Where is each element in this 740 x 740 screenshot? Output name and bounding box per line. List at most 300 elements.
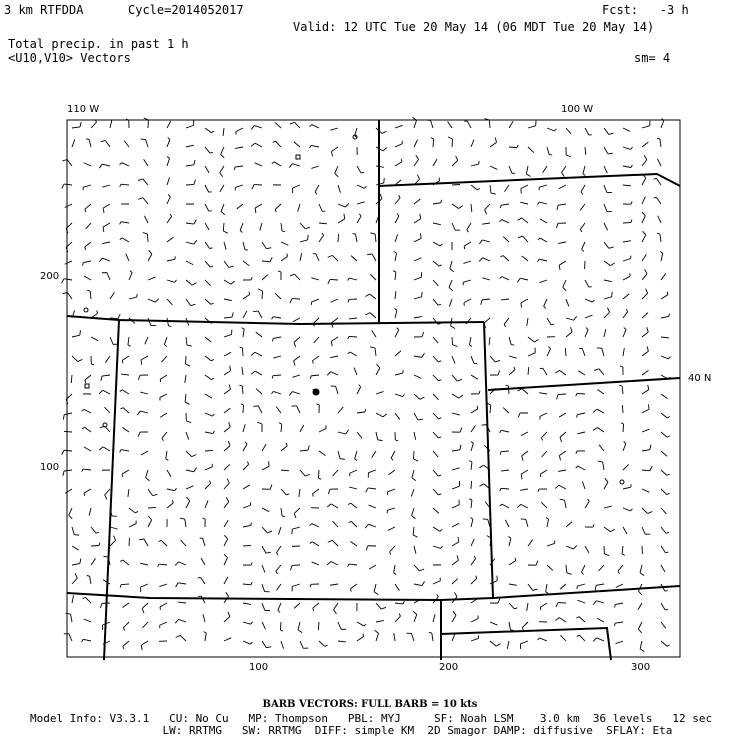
wind-barb (604, 242, 609, 248)
wind-barb-flag (654, 197, 657, 198)
wind-barb (543, 166, 547, 173)
wind-barb (528, 126, 536, 128)
wind-barb (336, 386, 338, 394)
wind-barb (395, 373, 403, 375)
wind-barb (186, 184, 194, 185)
wind-barb (224, 577, 228, 584)
wind-barb (642, 197, 645, 204)
wind-barb (395, 234, 398, 242)
wind-barb (642, 142, 648, 147)
wind-barb (64, 279, 72, 280)
wind-barb-flag (180, 518, 185, 519)
wind-barb (388, 527, 395, 530)
wind-barb (90, 576, 91, 584)
wind-barb-flag (327, 562, 331, 565)
wind-barb (276, 546, 281, 553)
wind-barb (103, 223, 110, 227)
wind-barb (276, 407, 281, 413)
wind-barb (414, 317, 422, 318)
wind-barb (467, 121, 471, 128)
wind-barb (72, 356, 78, 362)
wind-barb (349, 318, 357, 319)
wind-barb-flag (381, 607, 386, 609)
wind-barb-flag (305, 474, 310, 476)
wind-barb-flag (232, 312, 233, 317)
wind-barb-flag (220, 173, 223, 177)
wind-barb (566, 318, 574, 320)
wind-barb-flag (459, 206, 463, 209)
wind-barb (262, 444, 266, 451)
wind-barb (482, 278, 490, 280)
wind-barb (615, 641, 623, 644)
wind-barb-flag (176, 583, 179, 587)
wind-barb (318, 470, 319, 478)
wind-barb (124, 141, 129, 147)
wind-barb-flag (241, 404, 244, 405)
wind-barb (560, 432, 566, 437)
wind-barb-flag (365, 294, 369, 297)
wind-barb (338, 234, 339, 242)
wind-barb-flag (85, 209, 86, 212)
boundary-nevada-utah (104, 320, 119, 660)
wind-barb-flag (440, 530, 442, 532)
wind-barb-flag (138, 179, 143, 181)
wind-barb (623, 276, 630, 280)
wind-barb-flag (355, 459, 357, 461)
wind-barb (597, 409, 604, 413)
wind-barb (395, 162, 402, 166)
wind-barb (64, 431, 72, 432)
wind-barb (205, 337, 211, 342)
wind-barb (262, 242, 266, 249)
wind-barb-flag (278, 610, 280, 612)
wind-barb-flag (626, 309, 628, 312)
wind-barb-flag (571, 327, 573, 332)
wind-barb (642, 527, 645, 534)
wind-barb-flag (175, 488, 177, 491)
wind-barb (186, 299, 191, 306)
wind-barb (167, 259, 175, 261)
wind-barb (89, 139, 91, 147)
wind-barb (433, 299, 438, 305)
wind-barb (103, 258, 110, 261)
wind-barb (201, 558, 205, 565)
precip-marker (296, 155, 300, 159)
wind-barb-flag (251, 143, 255, 146)
wind-barb-flag (582, 249, 584, 251)
wind-barb (102, 375, 110, 376)
wind-barb (110, 292, 114, 299)
wind-barb (300, 425, 304, 432)
wind-barb (642, 470, 650, 471)
precip-marker (620, 480, 624, 484)
wind-barb-flag (496, 644, 500, 646)
wind-barb-flag (440, 244, 442, 246)
wind-barb (489, 337, 490, 345)
wind-barb (414, 199, 420, 204)
wind-barb (224, 520, 228, 527)
wind-barb (148, 254, 152, 261)
wind-barb-flag (458, 537, 459, 542)
wind-barb-flag (598, 461, 603, 462)
wind-barb (86, 223, 91, 229)
wind-barb-flag (209, 481, 210, 484)
wind-barb-flag (481, 300, 482, 305)
wind-barb-flag (441, 546, 443, 548)
wind-barb (463, 261, 471, 263)
wind-barb (559, 261, 566, 265)
wind-barb (338, 451, 340, 459)
wind-barb-flag (348, 336, 349, 339)
wind-barb-flag (477, 406, 478, 409)
wind-barb (566, 299, 569, 306)
wind-barb (661, 274, 666, 280)
wind-barb-flag (669, 314, 670, 317)
wind-barb (297, 406, 300, 413)
wind-barb (522, 389, 528, 394)
wind-barb (543, 368, 547, 375)
wind-barb (661, 394, 667, 399)
wind-barb (338, 622, 341, 629)
wind-barb-flag (593, 601, 596, 605)
wind-barb (411, 633, 414, 641)
wind-barb-flag (638, 591, 641, 595)
wind-barb (167, 177, 170, 185)
wind-barb-flag (258, 289, 263, 291)
wind-barb (616, 584, 623, 587)
wind-barb (597, 618, 604, 622)
wind-barb (128, 489, 129, 497)
wind-barb-flag (439, 418, 442, 419)
wind-barb-flag (331, 341, 332, 346)
wind-barb-flag (479, 240, 482, 244)
wind-barb (433, 159, 437, 166)
wind-barb-flag (186, 364, 191, 366)
wind-barb (490, 166, 497, 169)
wind-barb (414, 413, 418, 420)
wind-barb-flag (273, 141, 276, 142)
wind-barb-flag (349, 521, 352, 522)
wind-barb-flag (370, 233, 375, 234)
wind-barb (580, 204, 585, 210)
wind-barb-flag (294, 361, 295, 366)
wind-barb (186, 337, 187, 345)
wind-barb-flag (514, 608, 517, 609)
wind-barb-flag (667, 417, 670, 418)
wind-barb (471, 481, 472, 489)
wind-barb-flag (120, 163, 122, 165)
wind-barb (623, 259, 631, 261)
wind-barb (91, 337, 98, 341)
wind-barb (560, 584, 566, 589)
wind-barb-flag (294, 513, 296, 518)
wind-barb-flag (348, 299, 349, 302)
wind-barb (578, 600, 585, 603)
wind-barb (490, 356, 495, 362)
wind-barb-flag (383, 414, 387, 417)
wind-barb (205, 128, 211, 133)
wind-barb (333, 470, 338, 476)
wind-barb (509, 584, 517, 585)
wind-barb-flag (251, 622, 253, 624)
wind-barb (167, 121, 171, 128)
wind-barb-flag (506, 385, 509, 386)
wind-barb (67, 160, 72, 166)
wind-barb-flag (399, 195, 400, 198)
wind-barb (414, 277, 421, 280)
wind-barb (205, 261, 210, 267)
wind-barb-flag (210, 152, 213, 153)
wind-barb (414, 159, 419, 166)
wind-barb-flag (391, 458, 393, 460)
wind-barb (658, 216, 661, 223)
wind-barb-flag (175, 280, 177, 282)
wind-barb (471, 425, 476, 432)
wind-barb (395, 616, 400, 622)
precip-marker (84, 308, 88, 312)
smoothing-label: sm= 4 (634, 51, 671, 65)
wind-barb-flag (100, 140, 105, 141)
wind-barb (236, 128, 243, 132)
wind-barb-flag (62, 184, 64, 188)
wind-barb-flag (353, 234, 356, 235)
wind-barb-flag (638, 629, 641, 633)
wind-barb-flag (541, 438, 542, 441)
wind-barb-flag (63, 471, 64, 476)
wind-barb (350, 584, 357, 589)
wind-barb (262, 641, 266, 648)
wind-barb (540, 470, 547, 474)
wind-barb-flag (149, 250, 152, 254)
wind-barb-flag (78, 359, 83, 361)
wind-barb (642, 178, 646, 185)
wind-barb (471, 443, 473, 451)
wind-barb (275, 123, 281, 128)
wind-barb-flag (212, 378, 215, 380)
wind-barb-flag (346, 430, 349, 434)
wind-barb (103, 204, 110, 208)
wind-barb (223, 128, 224, 136)
wind-barb (330, 279, 338, 280)
wind-barb (220, 166, 224, 173)
wind-barb (547, 147, 549, 155)
wind-barb (566, 128, 571, 134)
wind-barb (65, 489, 72, 493)
wind-barb (312, 125, 319, 128)
wind-barb (452, 542, 459, 546)
wind-barb (126, 254, 129, 261)
wind-barb (374, 584, 376, 592)
wind-barb (129, 273, 132, 280)
wind-barb-flag (239, 385, 242, 386)
wind-barb (414, 375, 421, 378)
wind-barb (469, 337, 471, 345)
wind-barb (128, 337, 129, 345)
wind-barb-flag (159, 540, 162, 541)
wind-barb-flag (605, 478, 608, 482)
wind-barb (84, 276, 91, 280)
wind-barb (122, 603, 129, 607)
wind-barb-flag (477, 188, 480, 190)
wind-barb (502, 277, 509, 280)
wind-barb-flag (457, 555, 458, 560)
wind-barb (464, 242, 471, 246)
wind-barb-flag (548, 347, 550, 349)
wind-barb-flag (99, 164, 102, 168)
wind-barb (275, 293, 281, 299)
wind-barb-flag (551, 324, 554, 325)
wind-barb-flag (229, 384, 230, 389)
wind-barb-flag (328, 279, 330, 284)
wind-barb-flag (272, 376, 273, 379)
wind-barb (521, 299, 528, 303)
wind-barb-flag (175, 619, 178, 623)
wind-barb-flag (479, 391, 480, 394)
wind-barb (509, 370, 515, 375)
wind-barb-flag (250, 642, 252, 644)
wind-barb (412, 470, 414, 478)
wind-barb-flag (508, 537, 510, 539)
wind-barb-flag (413, 535, 417, 537)
wind-barb (597, 389, 604, 394)
wind-barb-flag (80, 559, 81, 564)
wind-barb (582, 242, 585, 249)
wind-barb (146, 470, 148, 478)
wind-barb (370, 274, 376, 280)
wind-barb-flag (403, 394, 405, 396)
wind-barb (638, 622, 642, 629)
wind-barb (357, 622, 364, 626)
wind-barb-flag (213, 431, 215, 434)
wind-barb (178, 602, 186, 603)
wind-barb (83, 639, 91, 641)
wind-barb (281, 470, 289, 471)
wind-barb-flag (120, 238, 122, 240)
wind-barb-flag (221, 154, 224, 158)
wind-barb (331, 147, 338, 152)
wind-barb-flag (479, 258, 483, 262)
wind-barb (102, 164, 110, 166)
wind-barb-flag (377, 364, 380, 368)
wind-barb (471, 164, 479, 166)
wind-barb (260, 223, 262, 231)
wind-barb-flag (536, 561, 538, 566)
wind-barb-flag (514, 367, 515, 370)
wind-barb-flag (146, 478, 150, 481)
wind-barb (522, 451, 528, 456)
wind-barb (509, 603, 514, 609)
wind-barb-flag (138, 432, 140, 437)
boundary-nebraska-kansas (488, 378, 680, 390)
wind-barb (224, 389, 230, 394)
wind-barb-flag (224, 535, 227, 539)
wind-barb-flag (621, 423, 624, 424)
wind-barb (319, 451, 326, 456)
wind-barb (503, 237, 509, 242)
wind-barb (223, 223, 224, 231)
wind-barb (242, 386, 243, 394)
wind-barb-flag (618, 571, 619, 574)
wind-barb (243, 261, 249, 266)
wind-barb-flag (327, 504, 331, 507)
wind-barb (167, 158, 169, 166)
wind-barb (69, 508, 72, 515)
wind-barb (311, 145, 319, 147)
wind-barb-flag (82, 409, 84, 411)
wind-barb (203, 614, 205, 622)
wind-barb-flag (267, 531, 272, 533)
wind-barb-flag (420, 214, 421, 219)
wind-barb-flag (69, 515, 73, 519)
wind-barb-flag (251, 562, 252, 565)
wind-barb-flag (500, 504, 502, 506)
wind-barb (452, 204, 459, 209)
wind-barb-flag (645, 269, 647, 273)
wind-barb-flag (135, 511, 138, 513)
wind-barb-flag (310, 524, 312, 526)
wind-barb (121, 374, 129, 375)
wind-barb-flag (210, 266, 213, 267)
wind-barb (452, 184, 460, 185)
wind-barb (122, 390, 129, 394)
wind-barb (121, 222, 129, 223)
wind-barb (91, 122, 97, 128)
wind-barb (292, 527, 300, 529)
wind-barb-flag (383, 148, 387, 151)
wind-barb (623, 330, 626, 337)
wind-barb (161, 540, 167, 546)
wind-barb (433, 280, 438, 286)
wind-barb-flag (249, 292, 250, 295)
wind-barb (585, 147, 586, 155)
wind-barb-flag (287, 253, 288, 256)
wind-barb-flag (438, 494, 441, 495)
wind-barb (186, 501, 190, 508)
wind-barb (313, 318, 319, 324)
wind-barb-flag (581, 572, 583, 574)
wind-barb (72, 127, 80, 128)
wind-barb (604, 527, 610, 532)
wind-barb (355, 234, 357, 242)
wind-barb-flag (82, 639, 84, 642)
wind-barb (623, 166, 631, 168)
cycle-label: Cycle=2014052017 (128, 3, 244, 17)
wind-barb-flag (657, 233, 660, 234)
wind-barb (110, 337, 113, 344)
wind-barb (123, 408, 129, 413)
wind-barb (452, 160, 458, 166)
wind-barb (504, 318, 509, 324)
y-tick-200: 200 (40, 271, 60, 282)
wind-barb-flag (654, 178, 657, 179)
wind-barb (471, 409, 478, 413)
wind-barb-flag (286, 494, 289, 495)
wind-barb (235, 185, 243, 187)
wind-barb-flag (619, 385, 622, 386)
wind-barb-flag (573, 545, 576, 549)
wind-barb (243, 444, 247, 451)
wind-barb (661, 356, 669, 359)
wind-barb-flag (143, 233, 148, 235)
barb-legend: BARB VECTORS: FULL BARB = 10 kts (262, 699, 478, 710)
wind-barb-flag (100, 603, 102, 608)
wind-barb (623, 348, 624, 356)
wind-barb (273, 317, 281, 318)
wind-barb-flag (328, 540, 333, 542)
wind-barb-flag (211, 131, 214, 133)
wind-barb-flag (282, 231, 285, 232)
wind-barb (186, 451, 192, 457)
